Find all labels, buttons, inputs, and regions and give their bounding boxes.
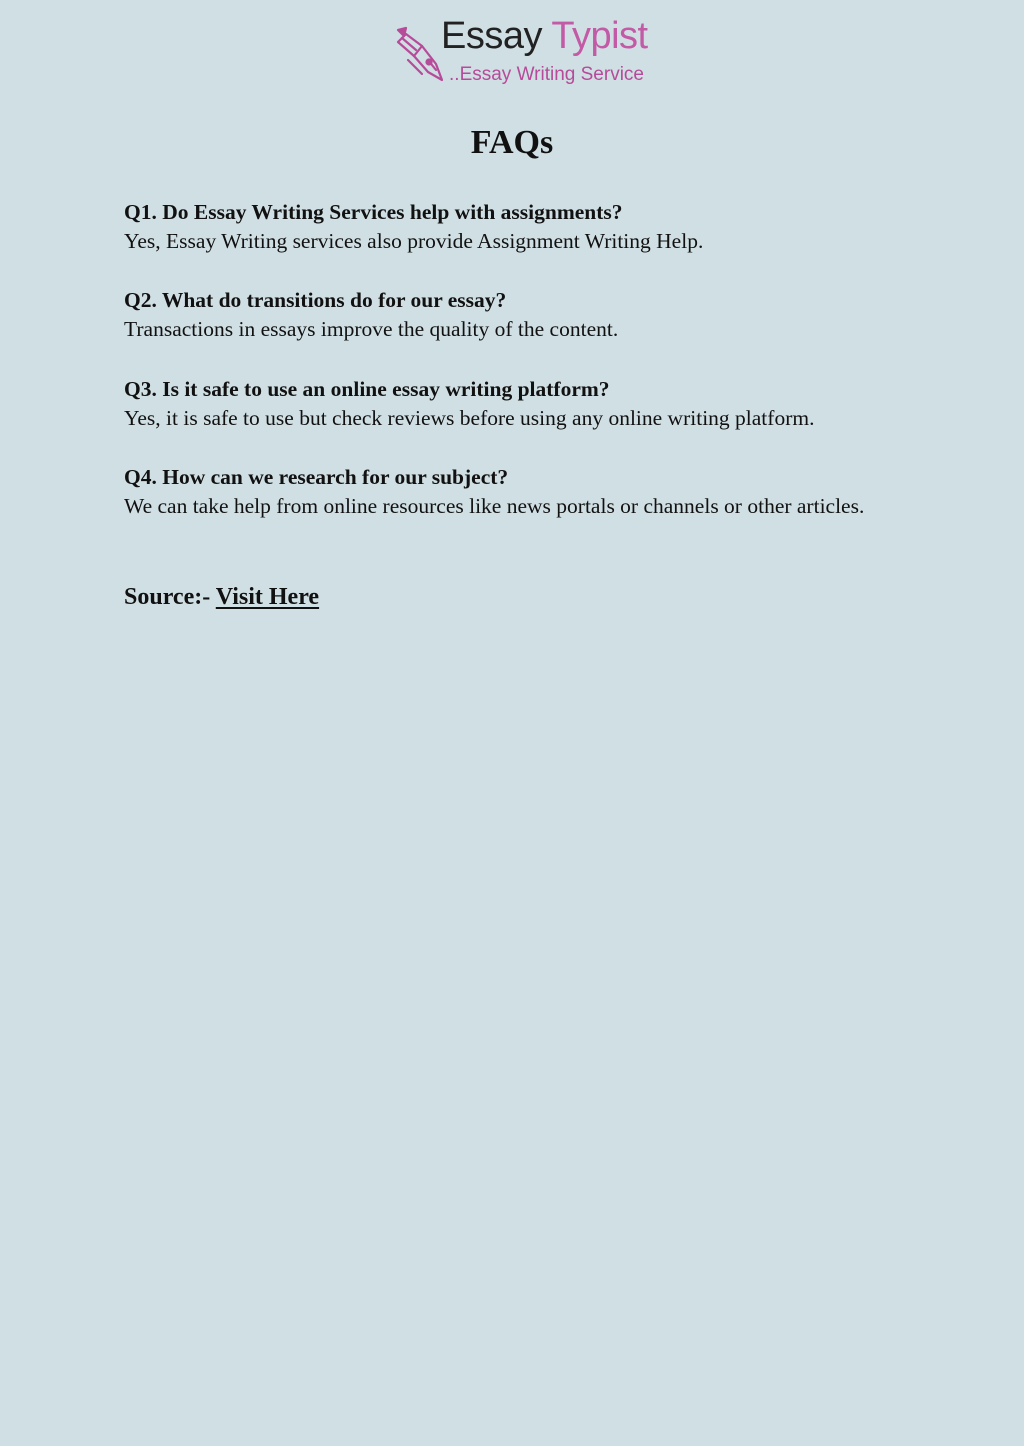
brand-tagline	[449, 64, 644, 86]
brand-name	[441, 14, 648, 58]
faq-item	[124, 463, 984, 521]
page-title: FAQs	[470, 124, 554, 161]
brand-word-typist: Typist	[551, 15, 648, 57]
faq-answer: Yes, it is safe to use but check reviews before using any online writing platform.	[124, 406, 815, 430]
essay-typist-logo	[392, 15, 662, 90]
faq-question: Q3. Is it safe to use an online essay writing platform?	[124, 377, 610, 401]
faq-question: Q4. How can we research for our subject?	[124, 465, 509, 489]
tagline-text: Essay Writing Service	[459, 64, 644, 85]
faq-item	[124, 375, 984, 433]
faq-item	[124, 286, 984, 344]
brand-word-essay: Essay	[441, 15, 542, 57]
faq-item	[124, 198, 984, 256]
tagline-prefix: ..	[449, 64, 460, 85]
source-line	[124, 581, 319, 613]
faq-question: Q2. What do transitions do for our essay?	[124, 288, 507, 312]
source-label: Source:-	[124, 584, 211, 610]
faq-answer: Transactions in essays improve the quality of the content.	[124, 317, 619, 341]
faq-question: Q1. Do Essay Writing Services help with assignments?	[124, 200, 623, 224]
faq-answer: Yes, Essay Writing services also provide Assignment Writing Help.	[124, 229, 704, 253]
faq-answer: We can take help from online resources like news portals or channels or other articles.	[124, 494, 865, 518]
visit-here-link[interactable]: Visit Here	[215, 584, 320, 610]
